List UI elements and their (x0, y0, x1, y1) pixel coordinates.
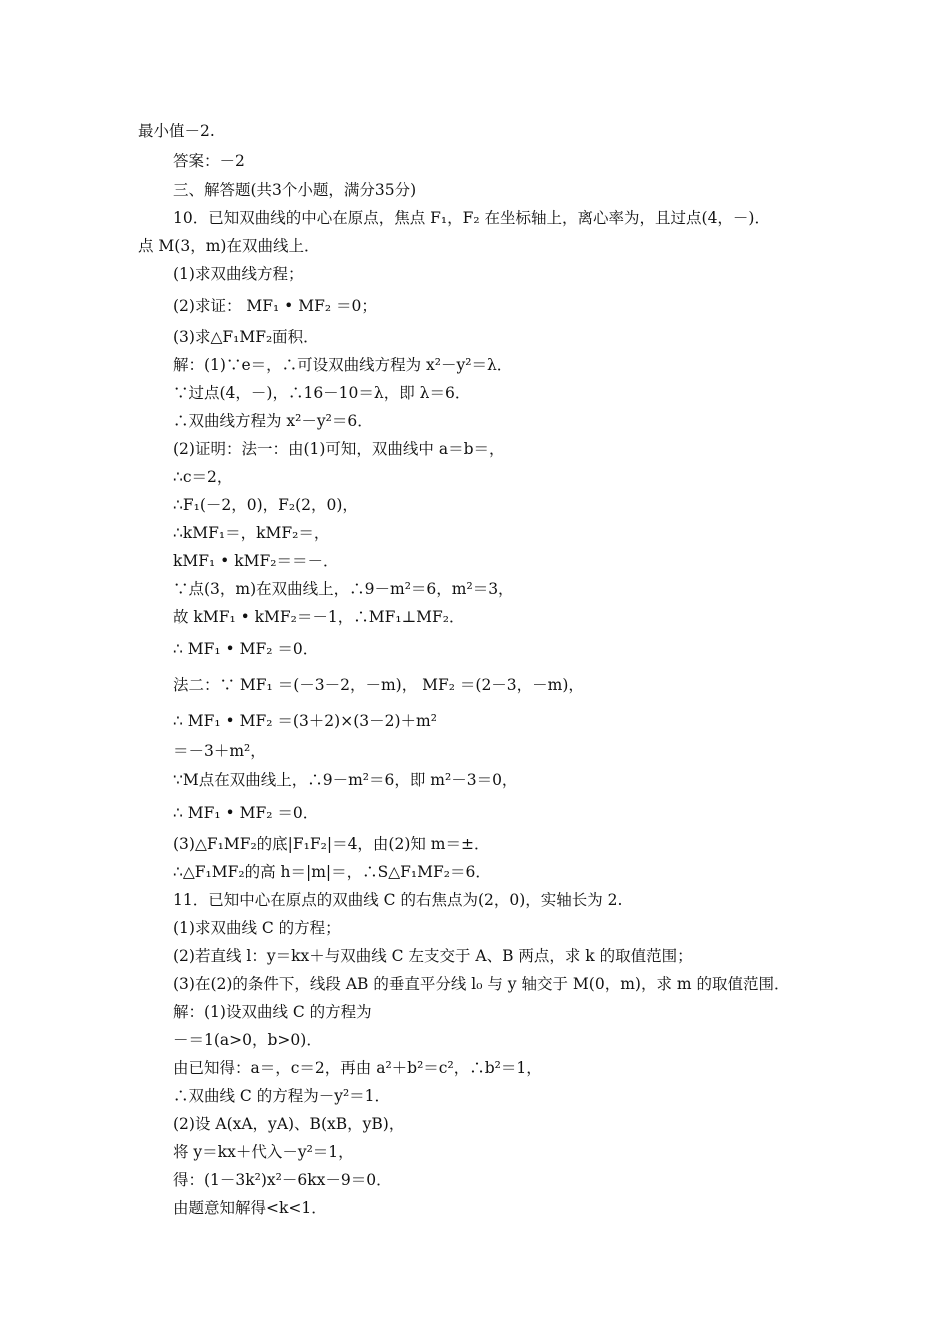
text-line: (3)求△F₁MF₂面积． (173, 328, 319, 346)
text-line: ∴c＝2， (173, 468, 233, 486)
text-line: ∴kMF₁＝，kMF₂＝， (173, 524, 330, 542)
text-line: (2)若直线 l：y＝kx＋与双曲线 C 左支交于 A、B 两点，求 k 的取值范围； (173, 947, 693, 965)
text-line: ∴△F₁MF₂的高 h＝|m|＝，∴S△F₁MF₂＝6． (173, 863, 491, 881)
text-line: ∴ MF₁ • MF₂ ＝0． (173, 640, 319, 658)
text-line: 点 M(3，m)在双曲线上． (138, 237, 320, 255)
text-line: ∵过点(4，－)，∴16－10＝λ，即 λ＝6． (173, 384, 471, 402)
text-line: ∵点(3，m)在双曲线上，∴9－m²＝6，m²＝3， (173, 580, 514, 598)
text-line: (3)△F₁MF₂的底|F₁F₂|＝4，由(2)知 m＝±． (173, 835, 490, 853)
problem-11-statement: 11．已知中心在原点的双曲线 C 的右焦点为(2，0)，实轴长为 2. (173, 891, 623, 909)
text-line: 法二：∵ MF₁ ＝(－3－2，－m)， MF₂ ＝(2－3，－m)， (173, 676, 584, 694)
text-line: 将 y＝kx＋代入－y²＝1， (173, 1143, 354, 1161)
text-line: －＝1(a>0，b>0)． (173, 1031, 322, 1049)
text-line: (2)证明：法一：由(1)可知，双曲线中 a＝b＝， (173, 440, 505, 458)
text-line: 解：(1)∵e＝，∴可设双曲线方程为 x²－y²＝λ． (173, 356, 513, 374)
text-line: (2)求证： MF₁ • MF₂ ＝0； (173, 297, 377, 315)
text-line: 答案：－2 (173, 152, 245, 170)
text-line: ∴ MF₁ • MF₂ ＝0． (173, 804, 319, 822)
text-line: 由题意知解得<k<1． (173, 1199, 327, 1217)
section-heading: 三、解答题(共3个小题，满分35分) (173, 181, 417, 199)
text-line: ＝－3＋m²， (173, 742, 266, 760)
text-line: (1)求双曲线方程； (173, 265, 304, 283)
text-line: ∵M点在双曲线上，∴9－m²＝6，即 m²－3＝0， (173, 771, 518, 789)
text-line: ∴ MF₁ • MF₂ ＝(3＋2)×(3－2)＋m² (173, 712, 437, 730)
text-line: 故 kMF₁ • kMF₂＝－1，∴MF₁⊥MF₂． (173, 608, 465, 626)
problem-10-statement: 10．已知双曲线的中心在原点，焦点 F₁，F₂ 在坐标轴上，离心率为，且过点(4，－)． (173, 209, 770, 227)
text-line: (2)设 A(xA，yA)、B(xB，yB)， (173, 1115, 405, 1133)
text-line: (1)求双曲线 C 的方程； (173, 919, 341, 937)
text-line: 由已知得：a＝，c＝2，再由 a²＋b²＝c²，∴b²＝1， (173, 1059, 542, 1077)
text-line: (3)在(2)的条件下，线段 AB 的垂直平分线 l₀ 与 y 轴交于 M(0，m)，求 m 的取值范围． (173, 975, 790, 993)
text-line: ∴双曲线 C 的方程为－y²＝1． (173, 1087, 391, 1105)
text-line: kMF₁ • kMF₂＝＝－． (173, 552, 339, 570)
text-line: 解：(1)设双曲线 C 的方程为 (173, 1003, 372, 1021)
text-line: ∴双曲线方程为 x²－y²＝6． (173, 412, 373, 430)
text-line: 最小值－2. (138, 122, 215, 140)
text-line: 得：(1－3k²)x²－6kx－9＝0． (173, 1171, 392, 1189)
text-line: ∴F₁(－2，0)，F₂(2，0)， (173, 496, 358, 514)
